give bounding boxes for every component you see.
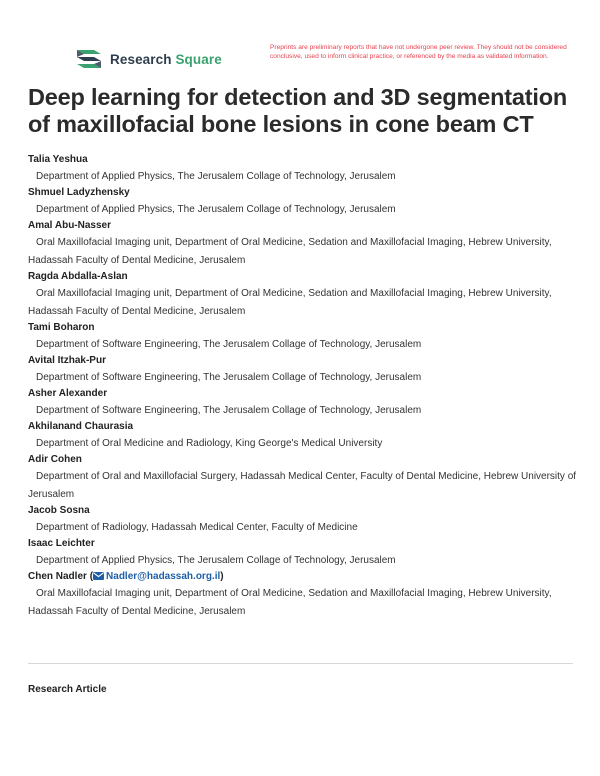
affiliation-text: Department of Software Engineering, The Jerusalem Collage of Technology, Jerusalem [36,339,422,350]
author-name: Asher Alexander [28,388,108,399]
preprint-disclaimer: Preprints are preliminary reports that have not undergone peer review. They should not be considered conclusive, used to inform clinical practice, or referenced by the media as validated information. [270,44,567,60]
author-affiliation [28,234,578,270]
email-address: Nadler@hadassah.org.il [106,571,221,582]
author-name: Talia Yeshua [28,154,88,165]
author-entry [28,186,578,219]
author-affiliation [28,435,578,453]
author-entry [28,354,578,387]
author-entry [28,219,578,270]
author-name: Chen Nadler [28,571,87,582]
close-paren: ) [220,571,224,582]
affiliation-text: Department of Oral and Maxillofacial Surgery, Hadassah Medical Center, Faculty of Dental Medicine, Hebrew University of Jerusalem [28,471,577,500]
header [0,0,600,80]
corresponding-author-entry [28,570,578,621]
author-list [28,153,578,621]
author-name: Jacob Sosna [28,505,90,516]
corresponding-author-name [28,570,578,585]
open-paren: ( [89,571,94,582]
affiliation-text: Oral Maxillofacial Imaging unit, Department of Oral Medicine, Sedation and Maxillofacial Imaging, Hebrew University, Hadassah Faculty of Dental Medicine, Jerusalem [28,237,552,266]
author-affiliation [28,369,578,387]
research-square-logo[interactable] [74,47,222,71]
author-name: Adir Cohen [28,454,82,465]
affiliation-text: Department of Applied Physics, The Jerusalem Collage of Technology, Jerusalem [36,204,396,215]
author-name: Avital Itzhak-Pur [28,355,106,366]
author-affiliation [28,468,578,504]
research-square-logo-icon [74,47,104,71]
author-affiliation [28,402,578,420]
email-link[interactable] [93,571,220,582]
author-entry [28,453,578,504]
author-entry [28,387,578,420]
author-affiliation [28,585,578,621]
author-entry [28,153,578,186]
author-name: Tami Boharon [28,322,95,333]
author-affiliation [28,285,578,321]
affiliation-text: Department of Software Engineering, The Jerusalem Collage of Technology, Jerusalem [36,372,422,383]
author-name: Isaac Leichter [28,538,95,549]
envelope-icon [93,572,104,580]
affiliation-text: Department of Oral Medicine and Radiology, King George's Medical University [36,438,383,449]
affiliation-text: Department of Software Engineering, The Jerusalem Collage of Technology, Jerusalem [36,405,422,416]
author-affiliation [28,336,578,354]
affiliation-text: Department of Applied Physics, The Jerusalem Collage of Technology, Jerusalem [36,555,396,566]
affiliation-text: Department of Radiology, Hadassah Medical Center, Faculty of Medicine [36,522,358,533]
author-name: Ragda Abdalla-Aslan [28,271,128,282]
paper-title: Deep learning for detection and 3D segmentation of maxillofacial bone lesions in cone beam CT [28,84,568,137]
author-entry [28,504,578,537]
section-divider [28,663,573,664]
author-affiliation [28,168,578,186]
author-name: Akhilanand Chaurasia [28,421,134,432]
author-entry [28,537,578,570]
author-name: Shmuel Ladyzhensky [28,187,130,198]
author-affiliation [28,552,578,570]
author-affiliation [28,201,578,219]
logo-word-research: Research [110,51,172,67]
author-affiliation [28,519,578,537]
author-name: Amal Abu-Nasser [28,220,111,231]
affiliation-text: Oral Maxillofacial Imaging unit, Department of Oral Medicine, Sedation and Maxillofacial Imaging, Hebrew University, Hadassah Faculty of Dental Medicine, Jerusalem [28,288,552,317]
author-entry [28,420,578,453]
author-entry [28,270,578,321]
affiliation-text: Oral Maxillofacial Imaging unit, Department of Oral Medicine, Sedation and Maxillofacial Imaging, Hebrew University, Hadassah Faculty of Dental Medicine, Jerusalem [28,588,552,617]
author-entry [28,321,578,354]
logo-text [110,52,222,67]
affiliation-text: Department of Applied Physics, The Jerusalem Collage of Technology, Jerusalem [36,171,396,182]
logo-word-square: Square [175,51,222,67]
article-type-label: Research Article [28,684,107,695]
